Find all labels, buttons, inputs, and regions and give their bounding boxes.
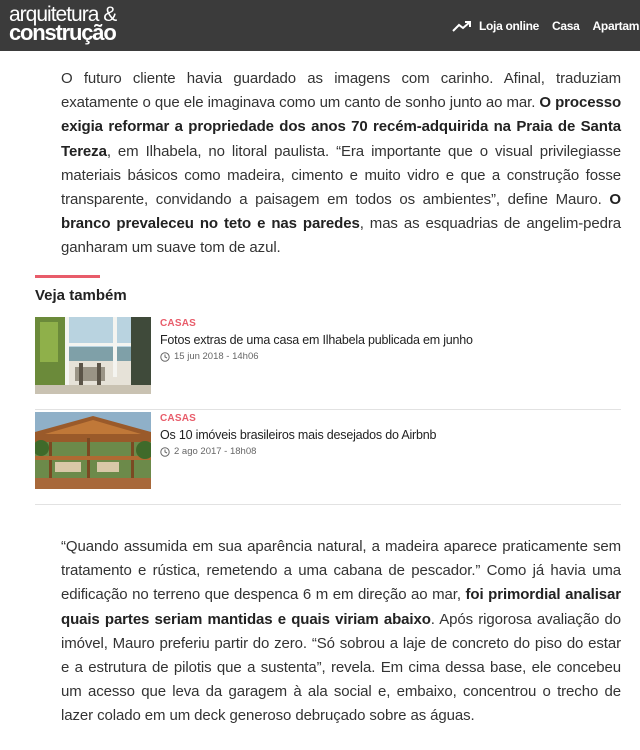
text-segment: O futuro cliente havia guardado as imagens com carinho. Afinal, traduziam exatamente o que ele imaginava como um canto de sonho junto ao mar. (61, 70, 621, 112)
related-headline[interactable]: Os 10 imóveis brasileiros mais desejados do Airbnb (160, 428, 437, 442)
house-window-view-thumbnail (35, 317, 151, 394)
clock-icon (160, 447, 170, 457)
article-paragraph-1 (61, 67, 621, 261)
related-list (35, 315, 621, 505)
related-date (160, 446, 436, 457)
clock-icon (160, 352, 170, 362)
nav-item-casa[interactable] (552, 19, 580, 33)
nav-label: Casa (552, 18, 580, 33)
related-section-title: Veja também (35, 287, 127, 304)
related-text (160, 318, 473, 362)
bold-text-segment: O processo exigia reformar a propriedade dos anos 70 recém-adquirida na Praia de Santa Tereza (61, 94, 622, 160)
section-accent-bar (35, 275, 100, 278)
related-item[interactable] (35, 410, 621, 505)
nav-label: Loja online (479, 18, 540, 33)
wooden-deck-thumbnail (35, 412, 151, 489)
bold-text-segment: foi primordial analisar quais partes seriam mantidas e quais viriam abaixo (61, 586, 621, 628)
related-date-text: 2 ago 2017 - 18h08 (174, 446, 257, 457)
site-logo[interactable] (9, 4, 116, 44)
related-headline[interactable]: Fotos extras de uma casa em Ilhabela publicada em junho (160, 333, 473, 347)
nav-item-apartamento[interactable] (593, 19, 640, 33)
related-category[interactable]: CASAS (160, 413, 197, 424)
top-bar (0, 0, 640, 51)
trending-up-icon (452, 20, 472, 32)
text-segment: . Após rigorosa avaliação do imóvel, Mauro preferiu partir do zero. “Só sobrou a laje de concreto do piso do estar e a estrutura de pilotis que a sustenta”, revela. Em cima dessa base, ele concebeu um acesso que leva da garagem à ala social e, embaixo, concentrou o trecho de lazer colado em um deck generoso debruçado sobre as águas. (61, 610, 622, 725)
related-thumbnail[interactable] (35, 412, 151, 489)
main-nav (452, 0, 640, 51)
text-segment: , em Ilhabela, no litoral paulista. “Era importante que o visual privilegiasse materiais básicos como madeira, cimento e muito vidro e que a construção fosse transparente, convidando a paisagem em todos os ambientes”, define Mauro. (61, 142, 621, 209)
text-segment: “Quando assumida em sua aparência natural, a madeira aparece praticamente sem tratamento e rústica, remetendo a uma cabana de pescador.” Como já havia uma edificação no terreno que despenca 6 m em direção ao mar, (61, 538, 621, 604)
related-text (160, 413, 436, 457)
bold-text-segment: O branco prevaleceu no teto e nas paredes (61, 191, 621, 233)
related-date-text: 15 jun 2018 - 14h06 (174, 351, 259, 362)
related-thumbnail[interactable] (35, 317, 151, 394)
related-item[interactable] (35, 315, 621, 410)
related-date (160, 351, 473, 362)
nav-item-loja-online[interactable] (452, 19, 539, 33)
article-paragraph-2 (61, 535, 621, 729)
text-segment: , mas as esquadrias de angelim-pedra ganharam um suave tom de azul. (61, 215, 621, 257)
nav-label: Apartam (592, 18, 640, 33)
related-category[interactable]: CASAS (160, 318, 197, 329)
logo-line-1: arquitetura & (9, 3, 117, 26)
logo-line-2: construção (9, 20, 116, 45)
